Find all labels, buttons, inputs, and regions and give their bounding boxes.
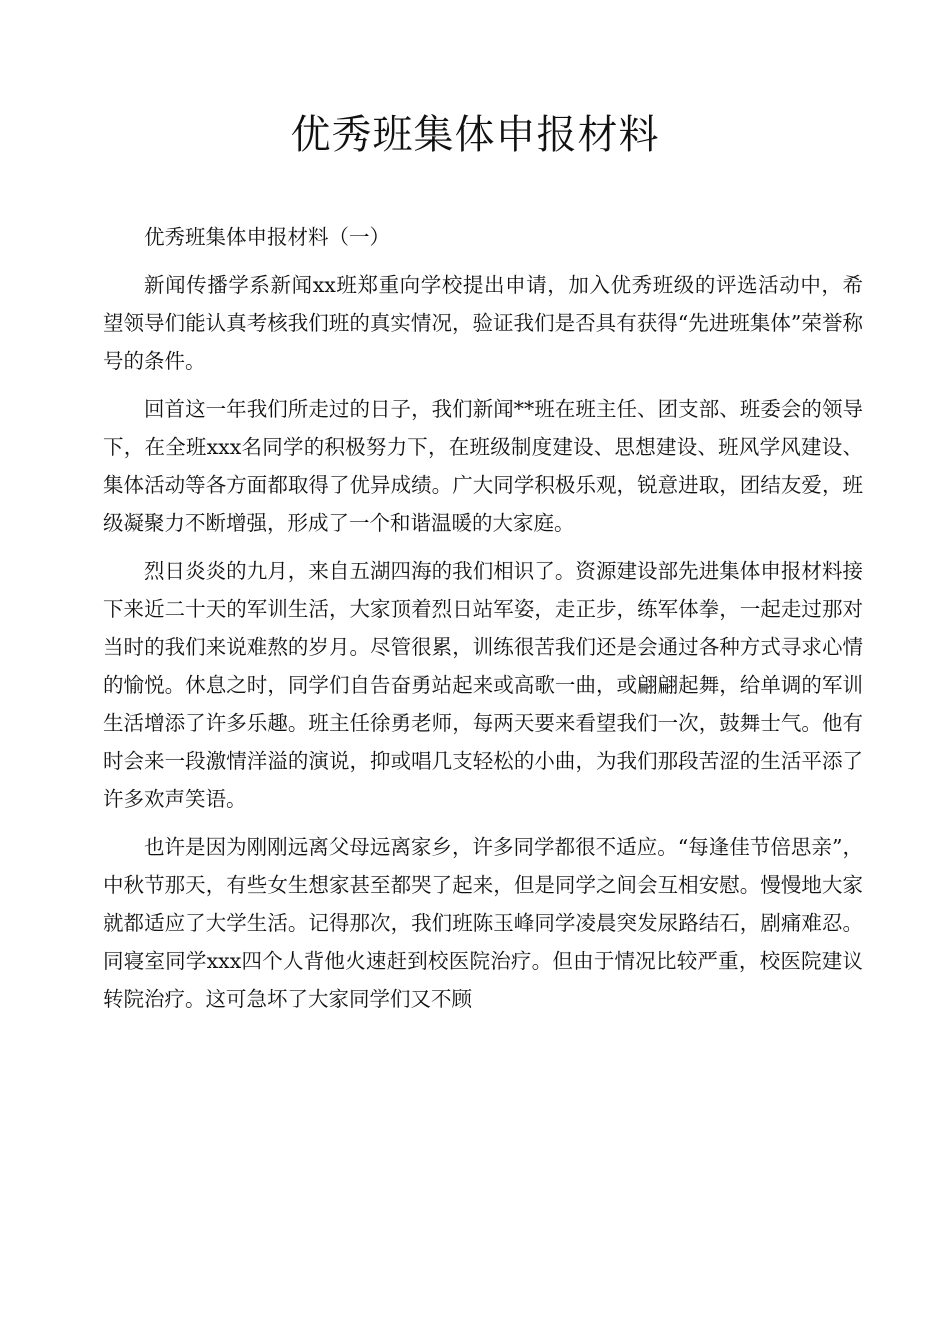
section-heading: 优秀班集体申报材料（一） [144, 225, 390, 249]
document-title: 优秀班集体申报材料 [290, 112, 660, 158]
paragraph: 新闻传播学系新闻xx班郑重向学校提出申请，加入优秀班级的评选活动中，希望领导们能认真考核我们班的真实情况，验证我们是否具有获得“先进班集体”荣誉称号的条件。 [103, 273, 863, 373]
document-body [103, 218, 863, 1028]
paragraph: 烈日炎炎的九月，来自五湖四海的我们相识了。资源建设部先进集体申报材料接下来近二十天的军训生活，大家顶着烈日站军姿，走正步，练军体拳，一起走过那对当时的我们来说难熬的岁月。尽管很累，训练很苦我们还是会通过各种方式寻求心情的愉悦。休息之时，同学们自告奋勇站起来或高歌一曲，或翩翩起舞，给单调的军训生活增添了许多乐趣。班主任徐勇老师，每两天要来看望我们一次，鼓舞士气。他有时会来一段激情洋溢的演说，抑或唱几支轻松的小曲，为我们那段苦涩的生活平添了许多欢声笑语。 [103, 559, 863, 811]
paragraph: 也许是因为刚刚远离父母远离家乡，许多同学都很不适应。“每逢佳节倍思亲”，中秋节那天，有些女生想家甚至都哭了起来，但是同学之间会互相安慰。慢慢地大家就都适应了大学生活。记得那次，我们班陈玉峰同学凌晨突发尿路结石，剧痛难忍。同寝室同学xxx四个人背他火速赶到校医院治疗。但由于情况比较严重，校医院建议转院治疗。这可急坏了大家同学们又不顾 [103, 835, 863, 1011]
paragraph: 回首这一年我们所走过的日子，我们新闻**班在班主任、团支部、班委会的领导下，在全班xxx名同学的积极努力下，在班级制度建设、思想建设、班风学风建设、集体活动等各方面都取得了优异成绩。广大同学积极乐观，锐意进取，团结友爱，班级凝聚力不断增强，形成了一个和谐温暖的大家庭。 [103, 397, 863, 535]
